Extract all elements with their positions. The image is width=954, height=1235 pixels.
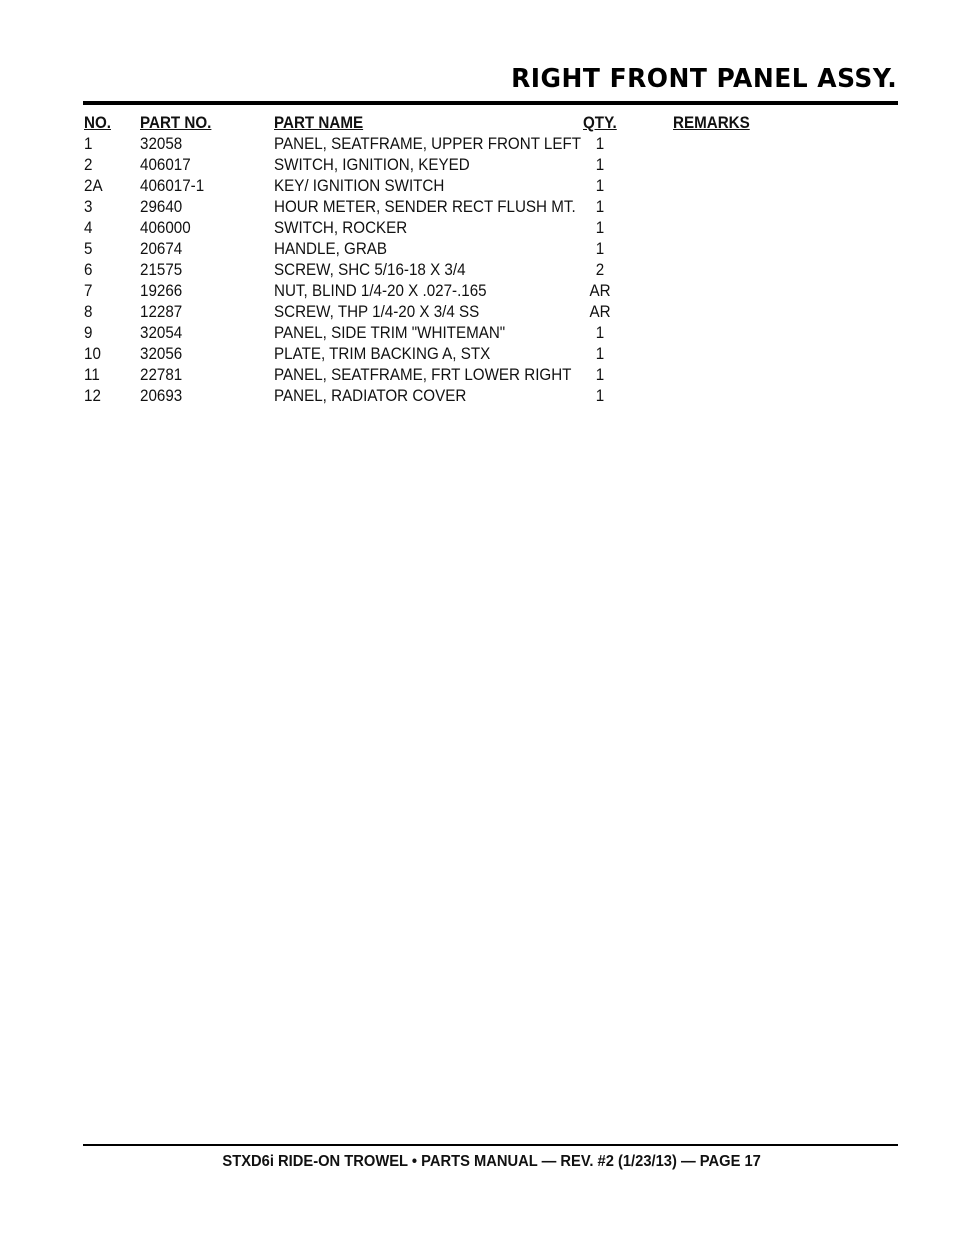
header-qty: QTY. [583,114,617,132]
row-qty: 1 [595,366,605,384]
page-title: RIGHT FRONT PANEL ASSY. [510,64,897,94]
row-qty: AR [589,282,611,300]
row-qty: 1 [595,198,605,216]
table-row [84,281,804,302]
page-footer [0,1153,954,1171]
table-row [84,197,804,218]
row-no: 2A [84,177,103,195]
table-row [84,302,804,323]
row-no: 1 [84,135,93,153]
row-qty: AR [589,303,611,321]
row-part-name: HOUR METER, SENDER RECT FLUSH MT. [274,198,576,216]
row-part-name: PLATE, TRIM BACKING A, STX [274,345,491,363]
row-part-name: NUT, BLIND 1/4-20 X .027-.165 [274,282,487,300]
row-no: 12 [84,387,101,405]
row-part-name: SWITCH, IGNITION, KEYED [274,156,470,174]
header-no: NO. [84,114,111,132]
parts-table [84,113,804,407]
header-remarks: REMARKS [673,114,750,132]
row-no: 6 [84,261,93,279]
row-part-name: SCREW, SHC 5/16-18 X 3/4 [274,261,466,279]
row-part-name: PANEL, SEATFRAME, FRT LOWER RIGHT [274,366,572,384]
row-part-no: 20674 [140,240,183,258]
row-qty: 2 [595,261,605,279]
row-no: 10 [84,345,101,363]
row-no: 2 [84,156,93,174]
header-part-no: PART NO. [140,114,212,132]
row-qty: 1 [595,387,605,405]
row-no: 11 [84,366,100,384]
row-part-no: 32058 [140,135,183,153]
row-part-name: PANEL, RADIATOR COVER [274,387,467,405]
row-qty: 1 [595,135,605,153]
row-part-no: 22781 [140,366,183,384]
table-row [84,218,804,239]
footer-text: STXD6i RIDE-ON TROWEL • PARTS MANUAL — REV. #2 (1/23/13) — PAGE 17 [222,1153,762,1170]
row-qty: 1 [595,324,605,342]
row-part-no: 20693 [140,387,183,405]
table-row [84,386,804,407]
row-part-name: SCREW, THP 1/4-20 X 3/4 SS [274,303,480,321]
row-part-no: 406017-1 [140,177,205,195]
row-no: 4 [84,219,93,237]
table-row [84,344,804,365]
row-part-no: 21575 [140,261,183,279]
header-part-name: PART NAME [274,114,364,132]
table-row [84,260,804,281]
row-qty: 1 [595,219,605,237]
table-header-row [84,113,804,134]
row-part-no: 32056 [140,345,183,363]
table-row [84,176,804,197]
row-part-no: 406000 [140,219,191,237]
row-qty: 1 [595,345,605,363]
row-no: 5 [84,240,93,258]
row-part-name: PANEL, SEATFRAME, UPPER FRONT LEFT [274,135,582,153]
row-no: 3 [84,198,93,216]
title-divider [83,101,898,105]
row-part-name: SWITCH, ROCKER [274,219,408,237]
row-part-no: 29640 [140,198,183,216]
table-body [84,134,804,407]
row-qty: 1 [595,177,605,195]
row-no: 8 [84,303,93,321]
table-row [84,365,804,386]
row-no: 9 [84,324,93,342]
row-part-no: 12287 [140,303,183,321]
table-row [84,155,804,176]
table-row [84,323,804,344]
row-part-no: 19266 [140,282,183,300]
row-part-name: KEY/ IGNITION SWITCH [274,177,445,195]
row-qty: 1 [595,240,605,258]
row-qty: 1 [595,156,605,174]
row-part-no: 32054 [140,324,183,342]
row-part-name: HANDLE, GRAB [274,240,388,258]
footer-divider [83,1144,898,1146]
row-part-no: 406017 [140,156,191,174]
row-no: 7 [84,282,93,300]
table-row [84,239,804,260]
row-part-name: PANEL, SIDE TRIM "WHITEMAN" [274,324,506,342]
table-row [84,134,804,155]
